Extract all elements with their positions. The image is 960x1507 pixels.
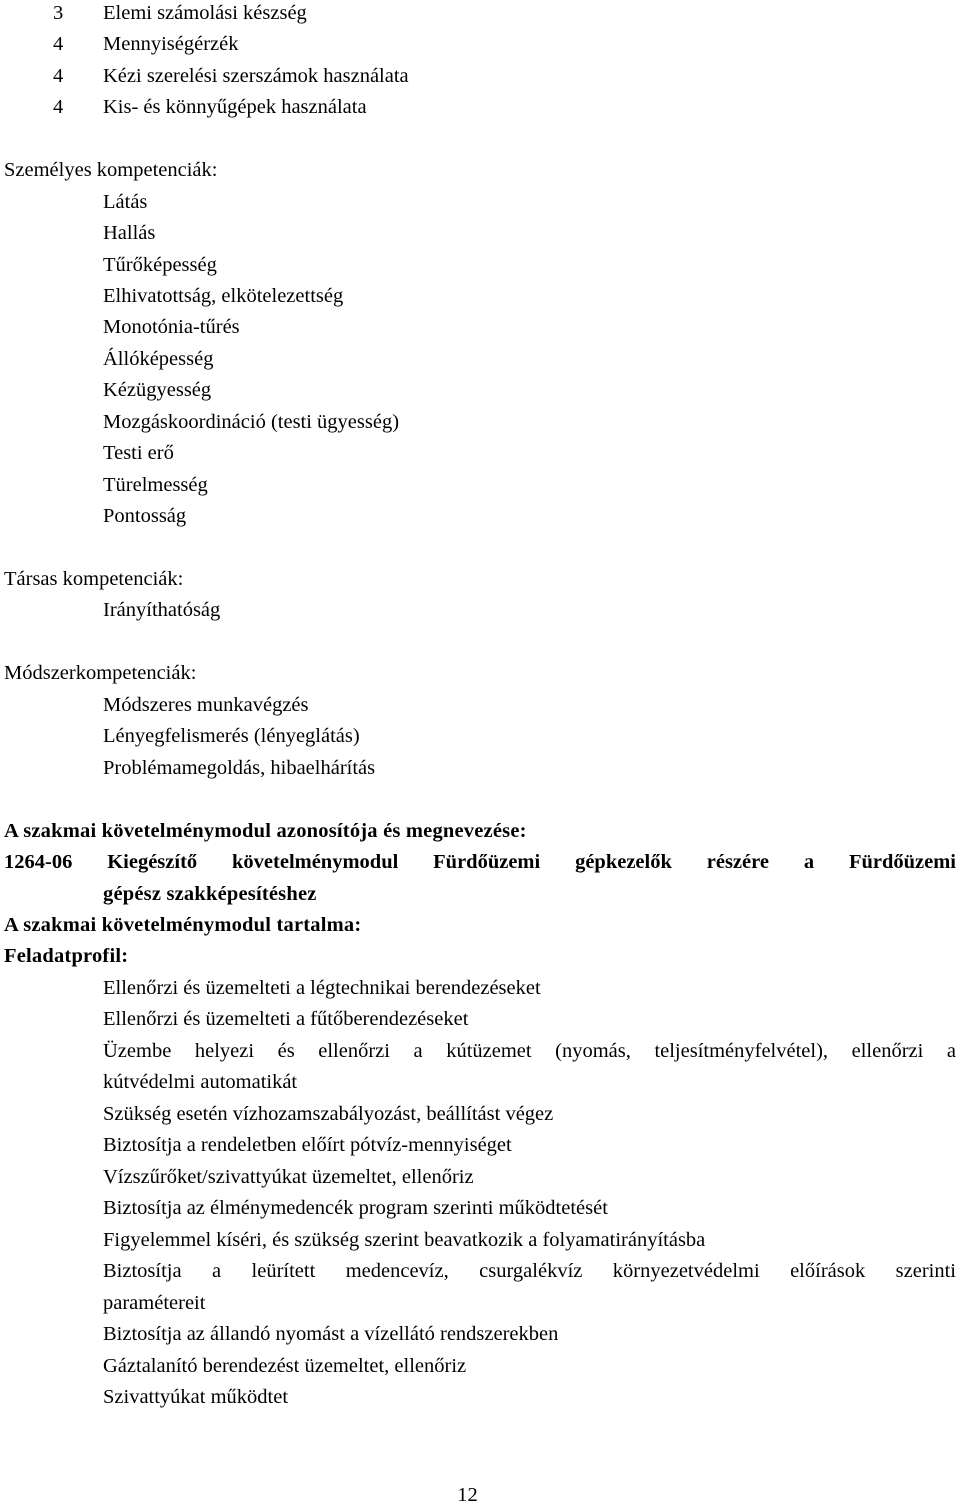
skill-item: Elemi számolási készség: [103, 2, 307, 24]
section-heading: Személyes kompetenciák:: [4, 159, 218, 181]
module-id-heading: A szakmai követelménymodul azonosítója és megnevezése:: [4, 820, 527, 842]
list-item: Lényegfelismerés (lényeglátás): [103, 725, 360, 747]
list-item: Kézügyesség: [103, 379, 212, 401]
task-item-continuation: kútvédelmi automatikát: [103, 1071, 298, 1093]
task-item: Figyelemmel kíséri, és szükség szerint beavatkozik a folyamatirányításba: [103, 1229, 706, 1251]
page-number: 12: [457, 1484, 478, 1506]
list-item: Monotónia-tűrés: [103, 316, 240, 338]
list-item: Állóképesség: [103, 348, 214, 370]
list-item: Irányíthatóság: [103, 599, 221, 621]
list-item: Elhivatottság, elkötelezettség: [103, 285, 344, 307]
skill-level: 4: [53, 33, 64, 55]
section-heading: Módszerkompetenciák:: [4, 662, 197, 684]
task-item: Ellenőrzi és üzemelteti a légtechnikai berendezéseket: [103, 977, 541, 999]
list-item: Mozgáskoordináció (testi ügyesség): [103, 411, 400, 433]
skill-level: 4: [53, 65, 64, 87]
task-item: Szükség esetén vízhozamszabályozást, beállítást végez: [103, 1103, 554, 1125]
module-title-line: gépész szakképesítéshez: [103, 883, 317, 905]
list-item: Tűrőképesség: [103, 254, 217, 276]
task-item: Szivattyúkat működtet: [103, 1386, 289, 1408]
module-content-heading: A szakmai követelménymodul tartalma:: [4, 914, 362, 936]
module-title-line: 1264-06 Kiegészítő követelménymodul Fürdőüzemi gépkezelők részére a Fürdőüzemi: [4, 851, 956, 873]
task-item: Vízszűrőket/szivattyúkat üzemeltet, ellenőriz: [103, 1166, 474, 1188]
task-item: Gáztalanító berendezést üzemeltet, ellenőriz: [103, 1355, 467, 1377]
skill-level: 4: [53, 96, 64, 118]
skill-level: 3: [53, 2, 64, 24]
skill-item: Mennyiségérzék: [103, 33, 239, 55]
list-item: Türelmesség: [103, 474, 208, 496]
task-item: Biztosítja a rendeletben előírt pótvíz-mennyiséget: [103, 1134, 512, 1156]
list-item: Látás: [103, 191, 148, 213]
list-item: Módszeres munkavégzés: [103, 694, 309, 716]
task-item: Üzembe helyezi és ellenőrzi a kútüzemet (nyomás, teljesítményfelvétel), ellenőrzi a: [103, 1040, 956, 1062]
task-item: Biztosítja az élménymedencék program szerinti működtetését: [103, 1197, 608, 1219]
task-profile-heading: Feladatprofil:: [4, 945, 129, 967]
list-item: Hallás: [103, 222, 156, 244]
skill-item: Kézi szerelési szerszámok használata: [103, 65, 409, 87]
task-item: Ellenőrzi és üzemelteti a fűtőberendezéseket: [103, 1008, 469, 1030]
list-item: Testi erő: [103, 442, 174, 464]
skill-item: Kis- és könnyűgépek használata: [103, 96, 367, 118]
task-item: Biztosítja a leürített medencevíz, csurgalékvíz környezetvédelmi előírások szerinti: [103, 1260, 956, 1282]
section-heading: Társas kompetenciák:: [4, 568, 184, 590]
task-item-continuation: paramétereit: [103, 1292, 206, 1314]
list-item: Problémamegoldás, hibaelhárítás: [103, 757, 376, 779]
list-item: Pontosság: [103, 505, 187, 527]
task-item: Biztosítja az állandó nyomást a vízellátó rendszerekben: [103, 1323, 559, 1345]
